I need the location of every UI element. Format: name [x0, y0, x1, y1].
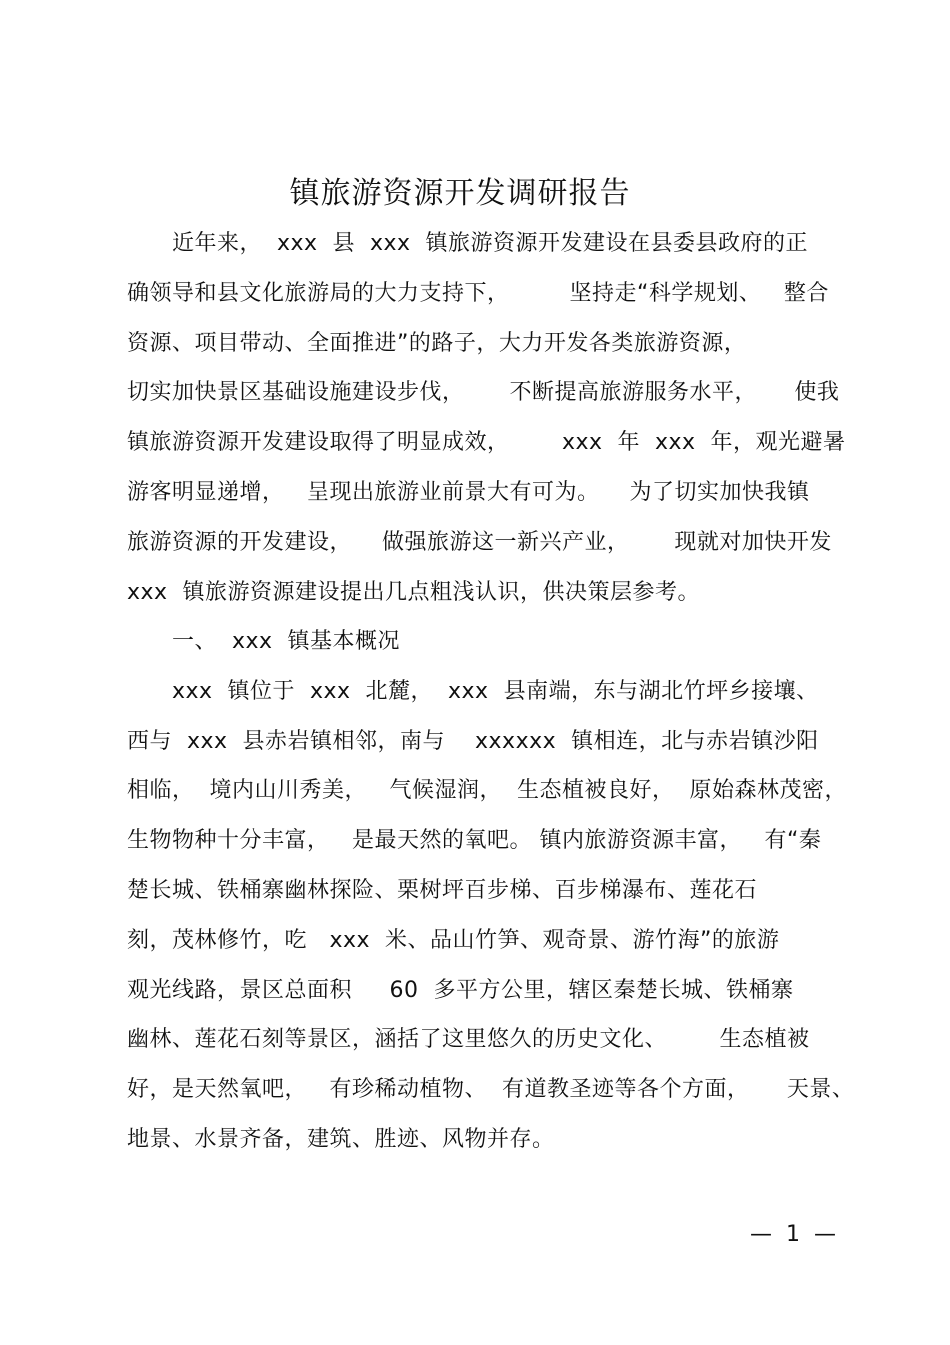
- paragraph-line: 确领导和县文化旅游局的大力支持下， 坚持走“科学规划、 整合: [127, 281, 829, 306]
- paragraph-line: xxx 镇旅游资源建设提出几点粗浅认识，供决策层参考。: [127, 580, 701, 605]
- paragraph-line: 幽林、莲花石刻等景区，涵括了这里悠久的历史文化、 生态植被: [127, 1027, 810, 1052]
- paragraph-line: xxx 镇位于 xxx 北麓， xxx 县南端，东与湖北竹坪乡接壤、: [127, 679, 819, 704]
- document-title: 镇旅游资源开发调研报告: [289, 176, 631, 211]
- paragraph-line: 刻，茂林修竹，吃 xxx 米、品山竹笋、观奇景、游竹海”的旅游: [127, 928, 780, 953]
- paragraph-line: 楚长城、铁桶寨幽林探险、栗树坪百步梯、百步梯瀑布、莲花石: [127, 878, 758, 903]
- paragraph-line: 西与 xxx 县赤岩镇相邻，南与 xxxxxx 镇相连，北与赤岩镇沙阳: [127, 729, 819, 754]
- page-number: — 1 —: [750, 1222, 836, 1247]
- paragraph-line: 旅游资源的开发建设， 做强旅游这一新兴产业， 现就对加快开发: [127, 530, 832, 555]
- paragraph-line: 地景、水景齐备，建筑、胜迹、风物并存。: [127, 1127, 555, 1152]
- paragraph-line: 相临， 境内山川秀美， 气候湿润， 生态植被良好， 原始森林茂密，: [127, 778, 847, 803]
- paragraph-line: 生物物种十分丰富， 是最天然的氧吧。 镇内旅游资源丰富， 有“秦: [127, 828, 822, 853]
- paragraph-line: 镇旅游资源开发建设取得了明显成效， xxx 年 xxx 年，观光避暑: [127, 430, 846, 455]
- paragraph-line: 观光线路，景区总面积 60 多平方公里，辖区秦楚长城、铁桶寨: [127, 978, 794, 1003]
- paragraph-line: 游客明显递增， 呈现出旅游业前景大有可为。 为了切实加快我镇: [127, 480, 810, 505]
- paragraph-line: 好，是天然氧吧， 有珍稀动植物、 有道教圣迹等各个方面， 天景、: [127, 1077, 855, 1102]
- paragraph-line: 资源、项目带动、全面推进”的路子，大力开发各类旅游资源，: [127, 331, 747, 356]
- paragraph-line: 切实加快景区基础设施建设步伐， 不断提高旅游服务水平， 使我: [127, 380, 840, 405]
- section-heading: 一、 xxx 镇基本概况: [127, 629, 400, 654]
- paragraph-line: 近年来， xxx 县 xxx 镇旅游资源开发建设在县委县政府的正: [127, 231, 809, 256]
